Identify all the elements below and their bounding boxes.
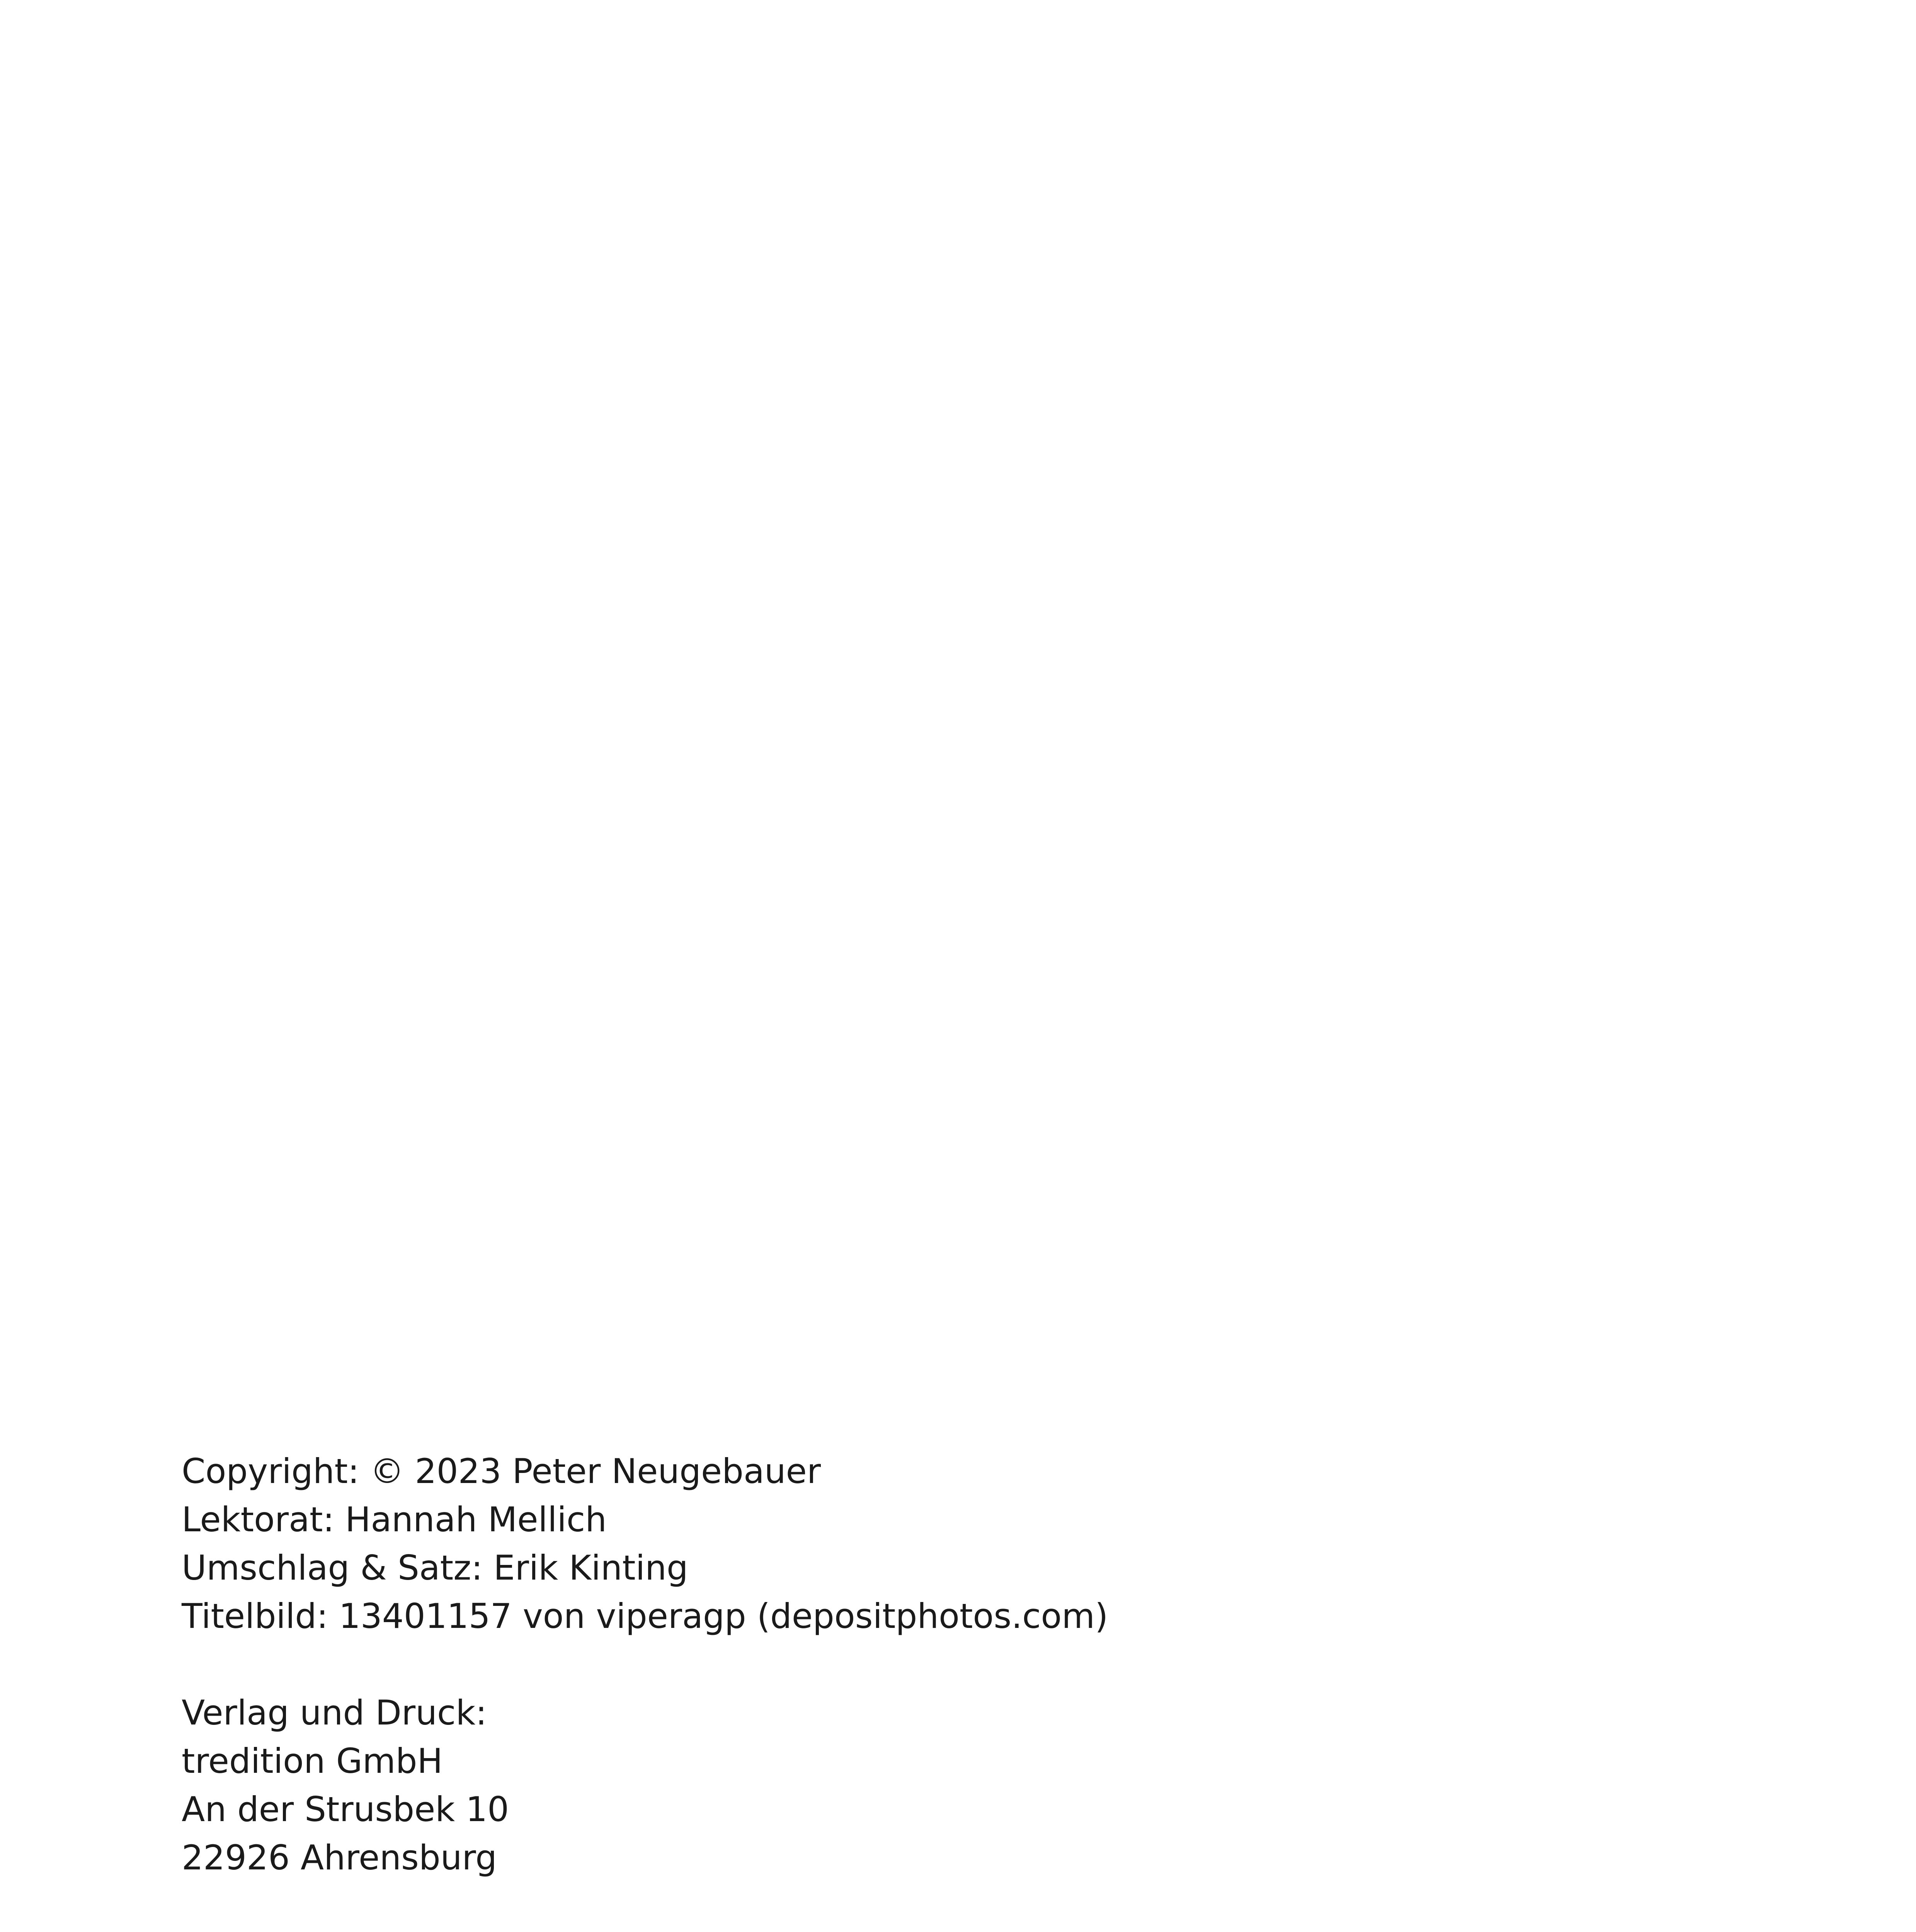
publisher-name: tredition GmbH — [182, 1741, 443, 1781]
cover-image-line: Titelbild: 13401157 von viperagp (depositphotos.com) — [182, 1596, 1108, 1636]
cover-design-line: Umschlag & Satz: Erik Kinting — [182, 1548, 688, 1588]
spacer — [182, 1640, 1737, 1689]
spacer — [182, 1882, 1737, 1930]
copyright-line: Copyright: © 2023 Peter Neugebauer — [182, 1451, 821, 1491]
isbn-row-softcover — [182, 1930, 1737, 1932]
isbn-section — [182, 1930, 1737, 1932]
isbn-label — [182, 1930, 410, 1932]
publisher-heading: Verlag und Druck: — [182, 1693, 487, 1733]
publisher-street: An der Strusbek 10 — [182, 1789, 509, 1829]
publisher-section — [182, 1689, 1737, 1882]
editor-line: Lektorat: Hannah Mellich — [182, 1500, 607, 1539]
imprint-block — [182, 1447, 1737, 1932]
credits-section — [182, 1447, 1737, 1640]
isbn-value — [410, 1930, 740, 1932]
publisher-city: 22926 Ahrensburg — [182, 1838, 497, 1878]
